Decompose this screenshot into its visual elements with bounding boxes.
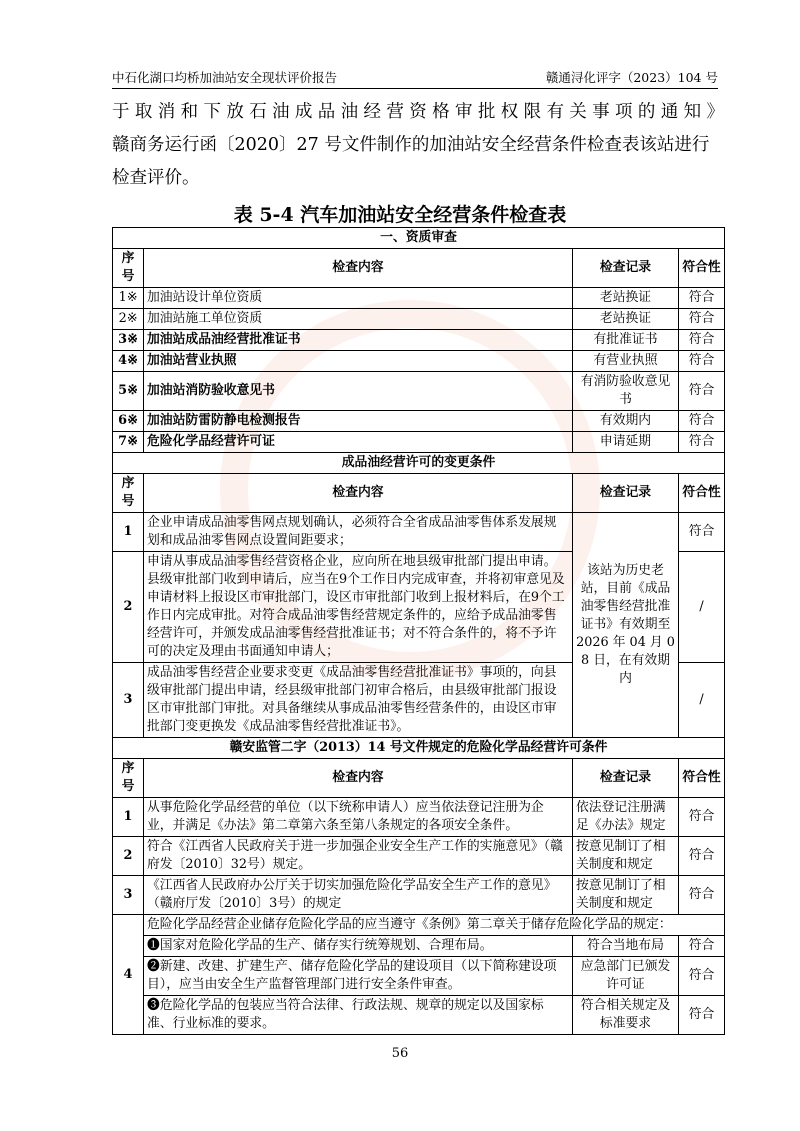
row-conform: / <box>679 663 725 738</box>
row-content: 成品油零售经营企业要求变更《成品油零售经营批准证书》事项的，向县级审批部门提出申请，经县级审批部门初审合格后，由县级审批部门报设区市审批部门审批。对具备继续从事成品油零售经营条件的，由设区市审批部门变更换发《成品油零售经营批准证书》。 <box>144 663 573 738</box>
section-header: 成品油经营许可的变更条件 <box>113 453 725 474</box>
row-record: 有效期内 <box>573 411 679 432</box>
col-conform: 符合性 <box>679 249 725 288</box>
row-content: 加油站设计单位资质 <box>144 288 573 309</box>
row-content: 危险化学品经营许可证 <box>144 432 573 453</box>
intro-paragraph <box>112 96 724 195</box>
row-no: 1 <box>113 798 144 837</box>
table-row <box>113 330 725 351</box>
row-record: 按意见制订了相关制度和规定 <box>573 837 679 876</box>
col-record: 检查记录 <box>573 759 679 798</box>
row-record-merged: 该站为历史老站，目前《成品油零售经营批准证书》有效期至 2026 年 04 月 08 日，在有效期内 <box>573 513 679 738</box>
inspection-table <box>112 227 725 1035</box>
row-content: ❶国家对危险化学品的生产、储存实行统筹规划、合理布局。 <box>144 936 573 957</box>
col-content: 检查内容 <box>144 474 573 513</box>
row-conform: 符合 <box>679 513 725 552</box>
col-seq: 序号 <box>113 759 144 798</box>
table-row <box>113 351 725 372</box>
row-conform: 符合 <box>679 957 725 996</box>
row-conform: 符合 <box>679 837 725 876</box>
intro-line-1: 于取消和下放石油成品油经营资格审批权限有关事项的通知》 <box>112 102 724 122</box>
table-row <box>113 288 725 309</box>
table-row <box>113 372 725 411</box>
col-conform: 符合性 <box>679 759 725 798</box>
table-row <box>113 411 725 432</box>
row-conform: 符合 <box>679 432 725 453</box>
column-header-row <box>113 759 725 798</box>
column-header-row <box>113 474 725 513</box>
table-row <box>113 513 725 552</box>
row-no: 1 <box>113 513 144 552</box>
row-record: 符合当地布局 <box>573 936 679 957</box>
row-content: 加油站消防验收意见书 <box>144 372 573 411</box>
row-content: 企业申请成品油零售网点规划确认，必须符合全省成品油零售体系发展规划和成品油零售网点设置间距要求； <box>144 513 573 552</box>
page-header <box>112 66 718 89</box>
row-no: 3 <box>113 663 144 738</box>
section-header: 赣安监管二字（2013）14 号文件规定的危险化学品经营许可条件 <box>113 738 725 759</box>
row-no: 2※ <box>113 309 144 330</box>
table-row <box>113 876 725 915</box>
row-content: 加油站营业执照 <box>144 351 573 372</box>
row-conform: 符合 <box>679 411 725 432</box>
row-no: 4※ <box>113 351 144 372</box>
row-content: 加油站成品油经营批准证书 <box>144 330 573 351</box>
row-content: 加油站施工单位资质 <box>144 309 573 330</box>
row-no: 4 <box>113 915 144 1035</box>
row-conform: 符合 <box>679 876 725 915</box>
row-record: 按意见制订了相关制度和规定 <box>573 876 679 915</box>
column-header-row <box>113 249 725 288</box>
col-seq: 序号 <box>113 249 144 288</box>
col-content: 检查内容 <box>144 249 573 288</box>
row-content: 符合《江西省人民政府关于进一步加强企业安全生产工作的实施意见》（赣府发〔2010〕32号）规定。 <box>144 837 573 876</box>
col-content: 检查内容 <box>144 759 573 798</box>
table-row <box>113 957 725 996</box>
row-content: 加油站防雷防静电检测报告 <box>144 411 573 432</box>
row-content: 申请从事成品油零售经营资格企业，应向所在地县级审批部门提出申请。县级审批部门收到申请后，应当在9个工作日内完成审查，并将初审意见及申请材料上报设区市审批部门，设区市审批部门收到上报材料后，在9个工作日内完成审批。对符合成品油零售经营规定条件的，应给予成品油零售经营许可，并颁发成品油零售经营批准证书；对不符合条件的，将不予许可的决定及理由书面通知申请人； <box>144 552 573 663</box>
col-conform: 符合性 <box>679 474 725 513</box>
row-no: 3 <box>113 876 144 915</box>
header-report-number: 赣通浔化评字（2023）104 号 <box>545 70 718 85</box>
row-content: ❸危险化学品的包装应当符合法律、行政法规、规章的规定以及国家标准、行业标准的要求。 <box>144 996 573 1035</box>
row-record: 应急部门已颁发许可证 <box>573 957 679 996</box>
row-conform: 符合 <box>679 372 725 411</box>
table-row <box>113 309 725 330</box>
col-seq: 序号 <box>113 474 144 513</box>
row-record: 老站换证 <box>573 288 679 309</box>
col-record: 检查记录 <box>573 474 679 513</box>
row-conform: 符合 <box>679 351 725 372</box>
row-record: 老站换证 <box>573 309 679 330</box>
table-row <box>113 432 725 453</box>
row-record: 符合相关规定及标准要求 <box>573 996 679 1035</box>
table-title: 表 5-4 汽车加油站安全经营条件检查表 <box>233 204 567 226</box>
row-content-intro: 危险化学品经营企业储存危险化学品的应当遵守《条例》第二章关于储存危险化学品的规定： <box>144 915 725 936</box>
row-content: 从事危险化学品经营的单位（以下统称申请人）应当依法登记注册为企业，并满足《办法》第二章第六条至第八条规定的各项安全条件。 <box>144 798 573 837</box>
table-row <box>113 837 725 876</box>
col-record: 检查记录 <box>573 249 679 288</box>
table-row <box>113 936 725 957</box>
table-row <box>113 915 725 936</box>
row-no: 3※ <box>113 330 144 351</box>
row-no: 5※ <box>113 372 144 411</box>
row-conform: 符合 <box>679 996 725 1035</box>
row-conform: 符合 <box>679 330 725 351</box>
row-record: 有营业执照 <box>573 351 679 372</box>
intro-line-2: 赣商务运行函〔2020〕27 号文件制作的加油站安全经营条件检查表该站进行检查评价。 <box>112 135 710 188</box>
row-conform: 符合 <box>679 309 725 330</box>
row-no: 6※ <box>113 411 144 432</box>
table-row <box>113 798 725 837</box>
row-content: 《江西省人民政府办公厅关于切实加强危险化学品安全生产工作的意见》（赣府厅发〔2010〕3号）的规定 <box>144 876 573 915</box>
table-row <box>113 996 725 1035</box>
row-conform: / <box>679 552 725 663</box>
row-no: 1※ <box>113 288 144 309</box>
page-number: 56 <box>391 1046 409 1061</box>
row-record: 有消防验收意见书 <box>573 372 679 411</box>
row-record: 申请延期 <box>573 432 679 453</box>
row-content: ❷新建、改建、扩建生产、储存危险化学品的建设项目（以下简称建设项目），应当由安全生产监督管理部门进行安全条件审查。 <box>144 957 573 996</box>
row-conform: 符合 <box>679 936 725 957</box>
header-report-title: 中石化湖口均桥加油站安全现状评价报告 <box>112 70 338 85</box>
row-conform: 符合 <box>679 288 725 309</box>
row-no: 2 <box>113 837 144 876</box>
row-record: 依法登记注册满足《办法》规定 <box>573 798 679 837</box>
row-record: 有批准证书 <box>573 330 679 351</box>
row-conform: 符合 <box>679 798 725 837</box>
row-no: 2 <box>113 552 144 663</box>
row-no: 7※ <box>113 432 144 453</box>
section-header: 一、资质审查 <box>113 228 725 249</box>
